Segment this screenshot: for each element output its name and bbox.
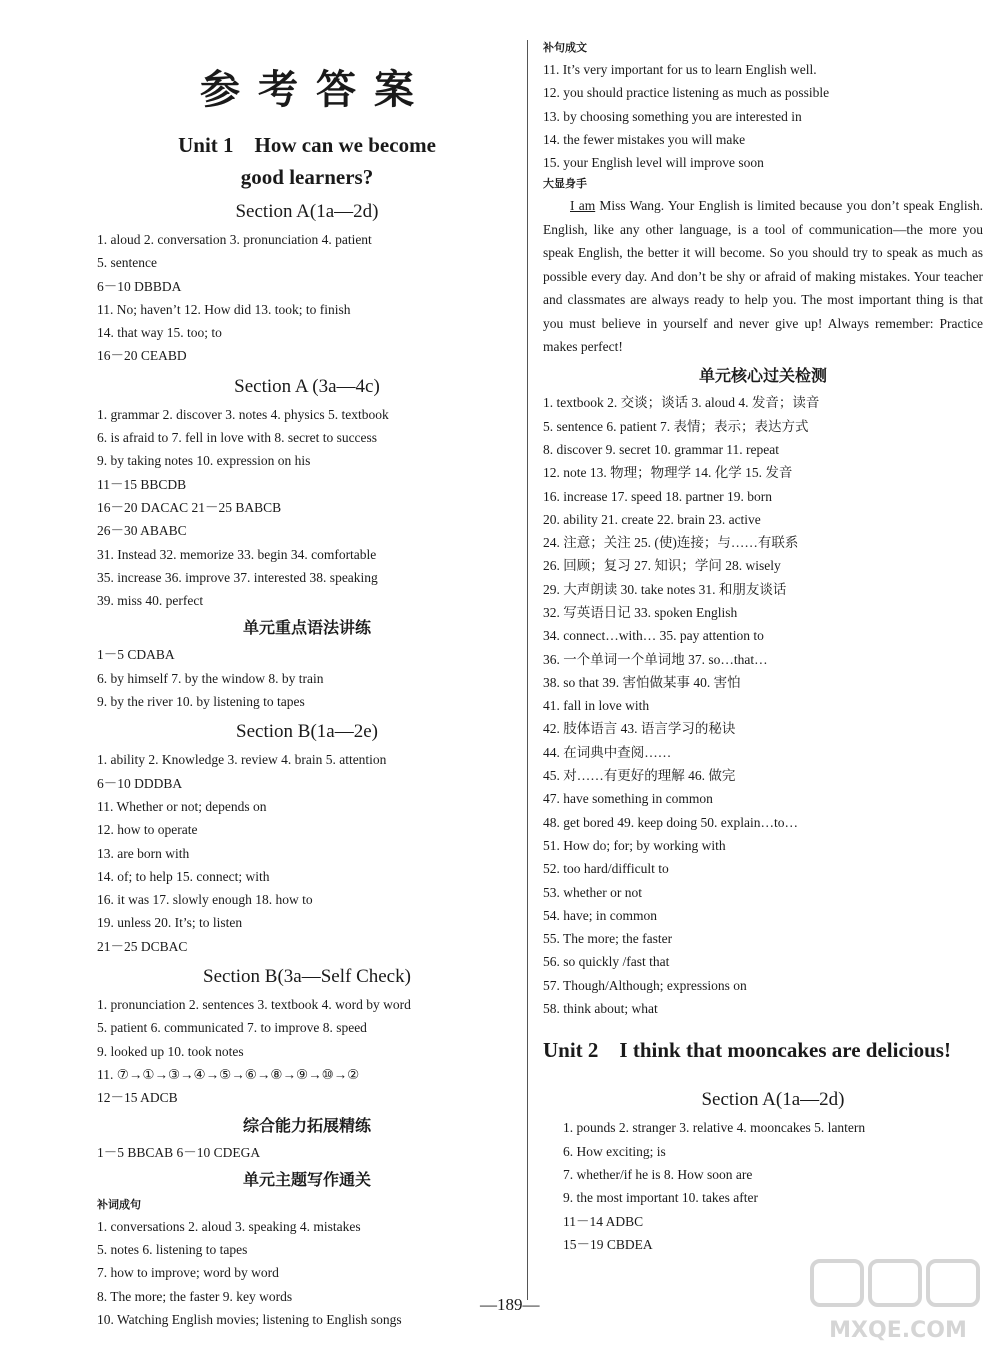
- check-heading: 单元核心过关检测: [698, 366, 827, 386]
- answer-line: 38. so that 39. 害怕做某事 40. 害怕: [543, 674, 741, 690]
- answer-line: 12. how to operate: [97, 822, 198, 838]
- answer-line: 21－25 DCBAC: [97, 938, 188, 954]
- answer-line: 47. have something in common: [543, 791, 713, 807]
- answer-line: 11－14 ADBC: [563, 1213, 644, 1229]
- answer-line: 6－10 DBBDA: [97, 278, 182, 294]
- answer-line: 1. textbook 2. 交谈；谈话 3. aloud 4. 发音；读音: [543, 395, 820, 411]
- page-number: —189—: [480, 1295, 540, 1314]
- answer-line: 8. discover 9. secret 10. grammar 11. repeat: [543, 441, 780, 457]
- answer-line: 53. whether or not: [543, 884, 642, 900]
- essay-underlined: I am: [570, 198, 596, 214]
- section-heading: 单元主题写作通关: [242, 1169, 371, 1189]
- answer-line: 16－20 DACAC 21－25 BABCB: [97, 499, 282, 515]
- answer-line: 15－19 CBDEA: [563, 1236, 653, 1252]
- answer-line: 1. conversations 2. aloud 3. speaking 4. mistakes: [97, 1218, 361, 1234]
- section-heading: 单元重点语法讲练: [242, 618, 371, 638]
- answer-line: 6－10 DDDBA: [97, 775, 183, 791]
- answer-line: 13. by choosing something you are interested in: [543, 108, 802, 124]
- answer-line: 5. patient 6. communicated 7. to improve 8. speed: [97, 1020, 367, 1036]
- unit2-title: Unit 2 I think that mooncakes are delicious!: [543, 1038, 951, 1063]
- answer-line: 24. 注意；关注 25. (使)连接；与……有联系: [543, 535, 799, 551]
- answer-line: 48. get bored 49. keep doing 50. explain…to…: [543, 814, 798, 830]
- answer-line: 14. that way 15. too; to: [97, 325, 222, 341]
- answer-line: 39. miss 40. perfect: [97, 593, 204, 609]
- answer-line: 29. 大声朗读 30. take notes 31. 和朋友谈话: [543, 581, 787, 597]
- answer-line: 9. looked up 10. took notes: [97, 1043, 244, 1059]
- answer-line: 12. you should practice listening as much as possible: [543, 85, 830, 101]
- right-column: [543, 38, 983, 1256]
- answer-line: 56. so quickly /fast that: [543, 954, 670, 970]
- unit1-title-line1: Unit 1 How can we become: [178, 133, 436, 157]
- answer-line: 1. grammar 2. discover 3. notes 4. physics 5. textbook: [97, 406, 389, 422]
- answer-line: 55. The more; the faster: [543, 931, 673, 947]
- answer-line: 1. pronunciation 2. sentences 3. textbook 4. word by word: [97, 997, 411, 1013]
- answer-line: 8. The more; the faster 9. key words: [97, 1288, 293, 1304]
- daxian-heading: 大显身手: [543, 177, 587, 191]
- answer-line: 13. are born with: [97, 845, 190, 861]
- answer-line: 52. too hard/difficult to: [543, 861, 669, 877]
- answer-line: 12. note 13. 物理；物理学 14. 化学 15. 发音: [543, 465, 793, 481]
- watermark-logo: [808, 1255, 988, 1350]
- answer-line: 16－20 CEABD: [97, 348, 187, 364]
- answer-line: 6. by himself 7. by the window 8. by train: [97, 670, 324, 686]
- answer-line: 11. It’s very important for us to learn English well.: [543, 62, 817, 77]
- answer-line: 15. your English level will improve soon: [543, 155, 764, 171]
- answer-line: 44. 在词典中查阅……: [543, 744, 672, 760]
- essay-paragraph: [543, 194, 983, 358]
- section-heading: Section B(3a—Self Check): [203, 966, 411, 988]
- answer-line: 58. think about; what: [543, 1001, 658, 1017]
- buju-lines: [543, 58, 983, 174]
- answer-line: 34. connect…with… 35. pay attention to: [543, 628, 764, 644]
- answer-line: 9. the most important 10. takes after: [563, 1190, 758, 1206]
- answer-line: 14. the fewer mistakes you will make: [543, 131, 746, 147]
- watermark-text: MXQE.COM: [829, 1318, 967, 1343]
- answer-line: 9. by the river 10. by listening to tapes: [97, 694, 305, 710]
- answer-line: 7. whether/if he is 8. How soon are: [563, 1166, 753, 1182]
- answer-line: 35. increase 36. improve 37. interested 38. speaking: [97, 569, 378, 585]
- answer-line: 57. Though/Although; expressions on: [543, 977, 747, 993]
- answer-line: 5. sentence 6. patient 7. 表情；表示；表达方式: [543, 418, 809, 434]
- essay-text: Miss Wang. Your English is limited because you don’t speak English. English, like any other language, is a tool of communication—the more you speak English, the better it will become. So you should try to speak as much as possible every day. And don’t be shy or afraid of making mistakes. Your teacher and classmates are always ready to help you. The most important thing is that you must believe in yourself and never give up! Always remember: Practice makes perfect!: [543, 198, 983, 354]
- answer-line: 36. 一个单词一个单词地 37. so…that…: [543, 651, 768, 667]
- answer-line: 7. how to improve; word by word: [97, 1265, 279, 1281]
- answer-line: 9. by taking notes 10. expression on his: [97, 453, 311, 469]
- buju-heading: 补句成文: [543, 41, 587, 54]
- answer-line: 12－15 ADCB: [97, 1090, 178, 1106]
- unit2-lines: [543, 1116, 983, 1256]
- answer-line: 41. fall in love with: [543, 698, 650, 714]
- answer-line: 45. 对……有更好的理解 46. 做完: [543, 768, 736, 784]
- answer-line: 1. pounds 2. stranger 3. relative 4. mooncakes 5. lantern: [563, 1120, 866, 1136]
- unit2-section-heading: Section A(1a—2d): [701, 1089, 845, 1111]
- answer-line: 5. notes 6. listening to tapes: [97, 1242, 248, 1258]
- answer-line: 32. 写英语日记 33. spoken English: [543, 605, 738, 620]
- answer-line: 10. Watching English movies; listening to English songs: [97, 1311, 402, 1327]
- answer-line: 19. unless 20. It’s; to listen: [97, 915, 243, 931]
- answer-line: 31. Instead 32. memorize 33. begin 34. comfortable: [97, 546, 377, 562]
- answer-line: 42. 肢体语言 43. 语言学习的秘诀: [543, 721, 736, 737]
- column-divider: [527, 40, 528, 1300]
- answer-line: 11－15 BBCDB: [97, 476, 187, 492]
- answer-line: 16. increase 17. speed 18. partner 19. born: [543, 488, 773, 504]
- answer-line: 20. ability 21. create 22. brain 23. active: [543, 511, 761, 527]
- answer-line: 11. ⑦→①→③→④→⑤→⑥→⑧→⑨→⑩→②: [97, 1066, 360, 1082]
- section-heading: Section A(1a—2d): [235, 201, 379, 222]
- page-title: 参考答案: [200, 66, 432, 113]
- answer-line: 51. How do; for; by working with: [543, 837, 726, 853]
- answer-line: 11. Whether or not; depends on: [97, 798, 267, 814]
- answer-line: 11. No; haven’t 12. How did 13. took; to finish: [97, 301, 351, 317]
- check-lines: [543, 391, 983, 1020]
- left-sections: [97, 199, 517, 1331]
- left-column: [97, 48, 517, 1331]
- answer-line: 1－5 CDABA: [97, 647, 175, 663]
- answer-line: 5. sentence: [97, 255, 157, 271]
- answer-line: 6. How exciting; is: [563, 1143, 666, 1159]
- answer-line: 1. aloud 2. conversation 3. pronunciation 4. patient: [97, 232, 372, 247]
- answer-line: 1－5 BBCAB 6－10 CDEGA: [97, 1144, 261, 1160]
- section-heading: Section B(1a—2e): [236, 721, 378, 743]
- answer-line: 54. have; in common: [543, 907, 657, 923]
- answer-line: 16. it was 17. slowly enough 18. how to: [97, 892, 313, 908]
- section-heading: 补词成句: [97, 1197, 141, 1211]
- answer-line: 6. is afraid to 7. fell in love with 8. secret to success: [97, 430, 378, 446]
- answer-line: 14. of; to help 15. connect; with: [97, 868, 270, 884]
- section-heading: 综合能力拓展精练: [242, 1115, 371, 1135]
- answer-line: 26－30 ABABC: [97, 523, 187, 539]
- answer-line: 26. 回顾；复习 27. 知识；学问 28. wisely: [543, 558, 781, 574]
- unit1-title-line2: good learners?: [240, 165, 374, 189]
- section-heading: Section A (3a—4c): [234, 375, 380, 397]
- answer-line: 1. ability 2. Knowledge 3. review 4. brain 5. attention: [97, 752, 387, 768]
